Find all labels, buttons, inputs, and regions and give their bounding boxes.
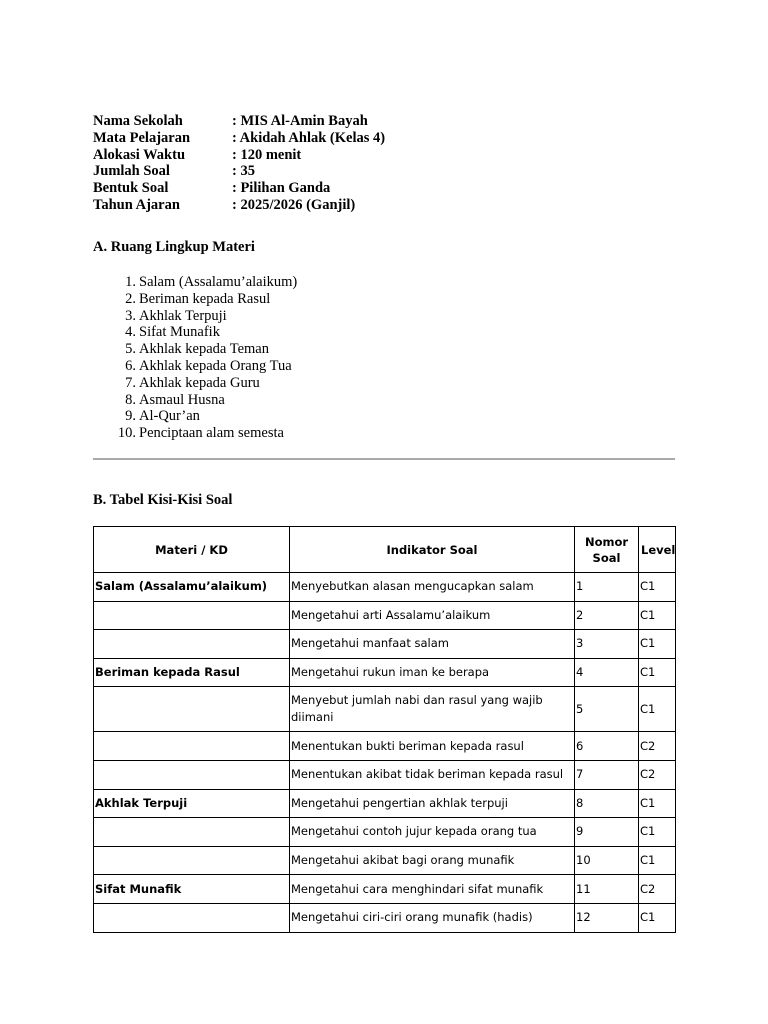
cell-nomor: 4	[575, 658, 639, 687]
cell-level: C2	[639, 732, 676, 761]
info-value: : 35	[232, 163, 255, 180]
list-text: Akhlak kepada Orang Tua	[139, 357, 292, 374]
info-row-jumlah-soal	[93, 163, 385, 180]
list-number: 5.	[125, 341, 136, 358]
list-number: 6.	[125, 357, 136, 374]
section-b-title: B. Tabel Kisi-Kisi Soal	[93, 492, 233, 508]
table-row	[94, 573, 676, 602]
cell-nomor: 11	[575, 875, 639, 904]
document-header-info	[93, 113, 385, 214]
cell-indikator: Mengetahui akibat bagi orang munafik	[290, 846, 575, 875]
cell-materi	[94, 846, 290, 875]
list-number: 3.	[125, 307, 136, 324]
cell-indikator: Mengetahui manfaat salam	[290, 630, 575, 659]
cell-materi	[94, 903, 290, 932]
table-row	[94, 687, 676, 732]
list-number: 10.	[117, 425, 136, 442]
cell-level: C1	[639, 630, 676, 659]
kisi-kisi-table	[93, 526, 676, 933]
list-item	[93, 341, 297, 358]
cell-materi	[94, 601, 290, 630]
list-text: Sifat Munafik	[139, 324, 220, 341]
cell-level: C1	[639, 573, 676, 602]
info-value: : 120 menit	[232, 146, 302, 163]
cell-indikator: Mengetahui rukun iman ke berapa	[290, 658, 575, 687]
cell-materi: Akhlak Terpuji	[94, 789, 290, 818]
info-row-mata-pelajaran	[93, 130, 385, 147]
table-header-row	[94, 527, 676, 573]
cell-level: C1	[639, 601, 676, 630]
cell-level: C1	[639, 846, 676, 875]
info-value: : MIS Al-Amin Bayah	[232, 113, 368, 129]
table-row	[94, 630, 676, 659]
list-text: Beriman kepada Rasul	[139, 290, 271, 307]
materi-list	[93, 274, 297, 442]
list-text: Akhlak Terpuji	[139, 307, 227, 324]
cell-level: C1	[639, 687, 676, 732]
cell-materi: Sifat Munafik	[94, 875, 290, 904]
list-item	[93, 291, 297, 308]
list-number: 1.	[125, 274, 136, 290]
header-indikator: Indikator Soal	[290, 527, 575, 573]
list-item	[93, 358, 297, 375]
info-value: : Akidah Ahlak (Kelas 4)	[232, 129, 386, 146]
cell-indikator: Mengetahui ciri-ciri orang munafik (hadis)	[290, 903, 575, 932]
info-label: Alokasi Waktu	[93, 146, 186, 163]
table-row	[94, 601, 676, 630]
list-number: 7.	[125, 374, 136, 391]
table-row	[94, 732, 676, 761]
cell-nomor: 7	[575, 760, 639, 789]
cell-materi	[94, 732, 290, 761]
cell-nomor: 6	[575, 732, 639, 761]
cell-materi: Beriman kepada Rasul	[94, 658, 290, 687]
info-row-alokasi-waktu	[93, 147, 385, 164]
cell-indikator: Menentukan akibat tidak beriman kepada rasul	[290, 760, 575, 789]
list-text: Al-Qur’an	[139, 408, 200, 425]
list-item	[93, 308, 297, 325]
list-number: 9.	[125, 408, 136, 425]
cell-level: C1	[639, 818, 676, 847]
list-item	[93, 425, 297, 442]
cell-level: C2	[639, 760, 676, 789]
list-text: Akhlak kepada Teman	[139, 341, 269, 358]
info-row-bentuk-soal	[93, 180, 385, 197]
cell-level: C1	[639, 903, 676, 932]
table-row	[94, 658, 676, 687]
cell-nomor: 12	[575, 903, 639, 932]
list-number: 2.	[125, 290, 136, 307]
cell-indikator: Menyebutkan alasan mengucapkan salam	[290, 573, 575, 602]
list-text: Akhlak kepada Guru	[139, 374, 260, 391]
list-item	[93, 324, 297, 341]
list-item	[93, 408, 297, 425]
info-label: Mata Pelajaran	[93, 129, 191, 146]
table-row	[94, 789, 676, 818]
list-item	[93, 274, 297, 291]
cell-level: C1	[639, 789, 676, 818]
list-item	[93, 375, 297, 392]
cell-nomor: 10	[575, 846, 639, 875]
cell-level: C2	[639, 875, 676, 904]
list-number: 8.	[125, 391, 136, 408]
cell-indikator: Mengetahui contoh jujur kepada orang tua	[290, 818, 575, 847]
cell-nomor: 2	[575, 601, 639, 630]
cell-materi	[94, 630, 290, 659]
cell-nomor: 1	[575, 573, 639, 602]
list-text: Penciptaan alam semesta	[139, 425, 284, 442]
list-text: Salam (Assalamu’alaikum)	[139, 274, 298, 290]
horizontal-divider	[93, 458, 675, 460]
table-row	[94, 846, 676, 875]
cell-materi	[94, 818, 290, 847]
list-number: 4.	[125, 324, 136, 341]
info-row-tahun-ajaran	[93, 197, 385, 214]
cell-level: C1	[639, 658, 676, 687]
cell-indikator: Mengetahui arti Assalamu’alaikum	[290, 601, 575, 630]
info-label: Tahun Ajaran	[93, 196, 180, 213]
cell-indikator: Menentukan bukti beriman kepada rasul	[290, 732, 575, 761]
cell-materi	[94, 687, 290, 732]
info-label: Nama Sekolah	[93, 113, 183, 129]
cell-nomor: 3	[575, 630, 639, 659]
cell-indikator: Mengetahui pengertian akhlak terpuji	[290, 789, 575, 818]
cell-indikator: Menyebut jumlah nabi dan rasul yang wajib diimani	[290, 687, 575, 732]
list-text: Asmaul Husna	[139, 391, 225, 408]
info-value: : 2025/2026 (Ganjil)	[232, 196, 356, 213]
cell-indikator: Mengetahui cara menghindari sifat munafik	[290, 875, 575, 904]
section-a-title: A. Ruang Lingkup Materi	[93, 239, 255, 255]
info-row-nama-sekolah	[93, 113, 385, 130]
cell-nomor: 8	[575, 789, 639, 818]
cell-nomor: 5	[575, 687, 639, 732]
cell-nomor: 9	[575, 818, 639, 847]
table-row	[94, 875, 676, 904]
header-materi: Materi / KD	[94, 527, 290, 573]
info-value: : Pilihan Ganda	[232, 180, 331, 197]
cell-materi	[94, 760, 290, 789]
cell-materi: Salam (Assalamu’alaikum)	[94, 573, 290, 602]
table-row	[94, 818, 676, 847]
info-label: Bentuk Soal	[93, 180, 169, 197]
table-row	[94, 760, 676, 789]
table-row	[94, 903, 676, 932]
list-item	[93, 392, 297, 409]
header-level: Level	[639, 527, 676, 573]
info-label: Jumlah Soal	[93, 163, 170, 180]
header-nomor: Nomor Soal	[575, 527, 639, 573]
